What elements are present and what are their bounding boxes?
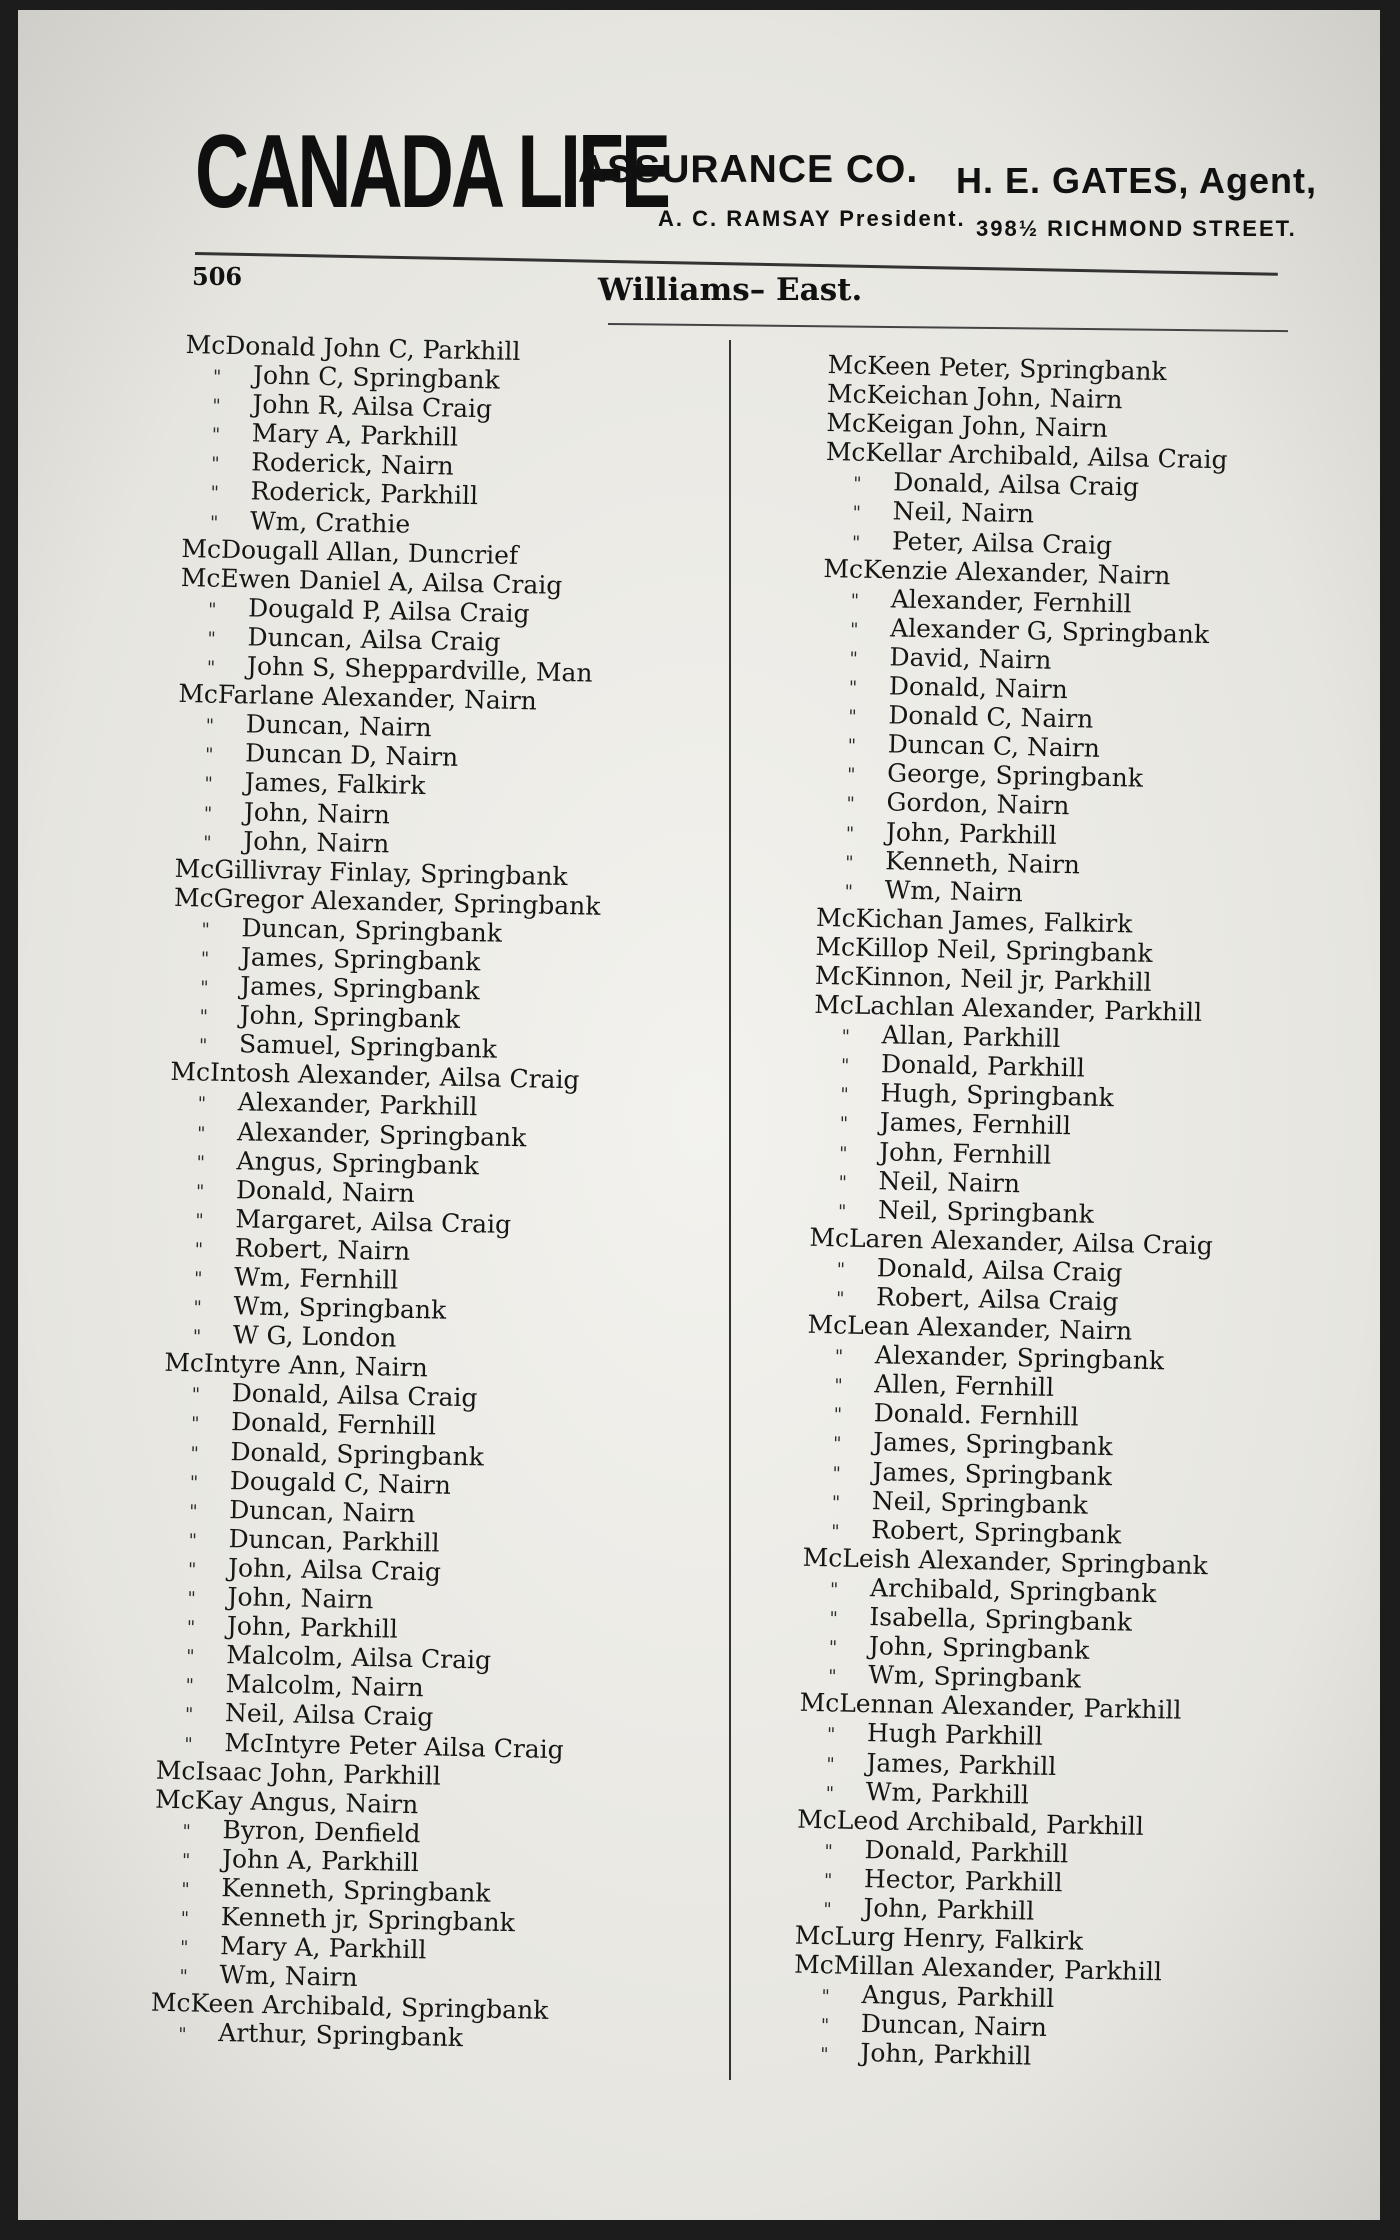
ditto-mark: ": [197, 1093, 207, 1116]
entry-text: John, Nairn: [243, 796, 391, 829]
canada-life-logo: CANADA LIFE: [195, 114, 669, 230]
ad-agent-name: H. E. GATES, Agent,: [956, 160, 1318, 201]
ditto-mark: ": [836, 1259, 846, 1281]
ditto-mark: ": [207, 599, 217, 621]
ditto-mark: ": [831, 1521, 840, 1543]
entry-text: Alexander, Springbank: [236, 1116, 527, 1152]
ditto-mark: ": [207, 628, 217, 650]
ditto-mark: ": [203, 802, 213, 825]
entry-text: Alexander, Springbank: [874, 1340, 1165, 1376]
entry-text: John, Fernhill: [878, 1136, 1052, 1170]
entry-text: James, Springbank: [872, 1456, 1113, 1491]
entry-text: Donald, Ailsa Craig: [892, 467, 1140, 502]
entry-text: Wm, Springbank: [233, 1291, 447, 1325]
ditto-mark: ": [190, 1442, 199, 1465]
ditto-mark: ": [198, 1035, 208, 1057]
entry-text: McGillivray Finlay, Springbank: [174, 853, 568, 891]
entry-text: W G, London: [232, 1320, 397, 1353]
entry-text: McLachlan Alexander, Parkhill: [813, 989, 1203, 1028]
entry-text: James, Parkhill: [866, 1747, 1057, 1781]
ditto-mark: ": [841, 1026, 851, 1048]
ditto-mark: ": [205, 715, 215, 737]
entry-text: Neil, Springbank: [877, 1194, 1095, 1229]
ditto-mark: ": [844, 881, 854, 903]
entry-text: Arthur, Springbank: [218, 2018, 464, 2053]
ditto-mark: ": [195, 1210, 204, 1232]
ditto-mark: ": [184, 1733, 193, 1755]
ditto-mark: ": [833, 1404, 843, 1426]
entry-text: McKellar Archibald, Ailsa Craig: [825, 437, 1228, 475]
entry-text: Alexander, Parkhill: [237, 1087, 478, 1122]
entry-text: Angus, Parkhill: [861, 1980, 1055, 2014]
ditto-mark: ": [181, 1879, 190, 1901]
entry-text: John, Parkhill: [860, 2038, 1032, 2072]
entry-text: McKeen Archibald, Springbank: [150, 1987, 549, 2026]
ditto-mark: ": [181, 1850, 191, 1872]
entry-text: Mary A, Parkhill: [219, 1931, 427, 1965]
ditto-mark: ": [827, 1666, 837, 1688]
entry-text: George, Springbank: [886, 758, 1144, 793]
entry-text: Duncan, Nairn: [245, 709, 433, 743]
entry-text: McIsaac John, Parkhill: [155, 1755, 442, 1791]
entry-text: Kenneth, Springbank: [221, 1873, 491, 1908]
entry-text: Wm, Parkhill: [865, 1776, 1030, 1810]
ditto-mark: ": [852, 473, 862, 496]
ditto-mark: ": [831, 1491, 841, 1514]
entry-text: McMillan Alexander, Parkhill: [793, 1949, 1163, 1987]
entry-text: John, Nairn: [243, 825, 390, 858]
entry-text: Kenneth jr, Springbank: [220, 1902, 516, 1938]
entry-text: Donald, Ailsa Craig: [876, 1253, 1123, 1288]
left-directory-column: [150, 330, 612, 2055]
entry-text: Donald, Fernhill: [230, 1407, 437, 1441]
ditto-mark: ": [834, 1375, 843, 1397]
entry-text: John, Nairn: [227, 1582, 374, 1615]
entry-text: John C, Springbank: [252, 360, 501, 395]
entry-text: Neil, Nairn: [892, 496, 1035, 529]
ditto-mark: ": [199, 1006, 209, 1028]
entry-text: McLeod Archibald, Parkhill: [796, 1804, 1145, 1841]
entry-text: McLeish Alexander, Springbank: [802, 1542, 1208, 1581]
ditto-mark: ": [210, 483, 220, 505]
entry-text: James, Springbank: [872, 1427, 1113, 1462]
entry-text: Duncan C, Nairn: [887, 729, 1101, 763]
ditto-mark: ": [850, 590, 860, 612]
ditto-mark: ": [186, 1617, 196, 1639]
entry-text: Kenneth, Nairn: [885, 845, 1081, 879]
entry-text: Donald C, Nairn: [888, 700, 1094, 734]
entry-text: Neil, Nairn: [878, 1165, 1021, 1198]
ditto-mark: ": [179, 1966, 189, 1988]
entry-text: Wm, Crathie: [249, 505, 411, 539]
ditto-mark: ": [209, 512, 219, 534]
entry-text: John, Parkhill: [863, 1893, 1035, 1926]
ditto-mark: ": [188, 1530, 198, 1552]
ditto-mark: ": [179, 1937, 189, 1959]
ditto-mark: ": [203, 832, 212, 854]
entry-text: James, Springbank: [239, 971, 481, 1006]
ditto-mark: ": [178, 2024, 187, 2046]
ditto-mark: ": [820, 2044, 829, 2066]
ditto-mark: ": [838, 1142, 848, 1165]
entry-text: Allan, Parkhill: [881, 1020, 1061, 1054]
entry-text: Donald, Nairn: [235, 1174, 416, 1208]
ditto-mark: ": [189, 1471, 199, 1494]
ditto-mark: ": [191, 1384, 201, 1406]
ditto-mark: ": [823, 1870, 833, 1892]
entry-text: Donald. Fernhill: [873, 1398, 1079, 1432]
ditto-mark: ": [190, 1413, 200, 1435]
entry-text: McLurg Henry, Falkirk: [794, 1920, 1084, 1956]
ditto-mark: ": [821, 1986, 831, 2008]
entry-text: James, Fernhill: [879, 1107, 1072, 1141]
ditto-mark: ": [212, 395, 221, 417]
entry-text: McDonald John C, Parkhill: [185, 330, 521, 367]
ditto-mark: ": [201, 919, 210, 941]
entry-text: Isabella, Springbank: [869, 1602, 1133, 1637]
ditto-mark: ": [193, 1268, 203, 1290]
entry-text: Donald, Parkhill: [864, 1834, 1069, 1869]
entry-text: McEwen Daniel A, Ailsa Craig: [180, 562, 563, 600]
directory-page: [18, 10, 1380, 2220]
ditto-mark: ": [204, 744, 214, 766]
entry-text: Hugh Parkhill: [866, 1718, 1044, 1752]
entry-text: John, Ailsa Craig: [227, 1553, 442, 1587]
entry-text: David, Nairn: [889, 642, 1052, 675]
entry-text: Neil, Ailsa Craig: [224, 1698, 434, 1732]
entry-text: McIntyre Ann, Nairn: [164, 1348, 429, 1383]
ditto-mark: ": [826, 1724, 836, 1746]
ditto-mark: ": [849, 619, 859, 641]
ditto-mark: ": [212, 366, 222, 388]
ditto-mark: ": [846, 793, 855, 816]
ditto-mark: ": [835, 1288, 845, 1310]
ditto-mark: ": [851, 532, 861, 554]
entry-text: Duncan, Parkhill: [228, 1524, 440, 1558]
ditto-mark: ": [839, 1113, 849, 1136]
ditto-mark: ": [848, 677, 858, 699]
ditto-mark: ": [185, 1675, 195, 1697]
ditto-mark: ": [194, 1239, 204, 1261]
heading-rule: [608, 323, 1288, 332]
entry-text: John S, Sheppardville, Man: [246, 651, 593, 688]
ditto-mark: ": [852, 503, 862, 525]
page-heading: Williams– East.: [598, 272, 863, 308]
entry-text: McFarlane Alexander, Nairn: [178, 679, 538, 716]
ditto-mark: ": [211, 424, 221, 447]
entry-text: McLean Alexander, Nairn: [807, 1309, 1133, 1346]
entry-text: Gordon, Nairn: [886, 787, 1070, 821]
ditto-mark: ": [834, 1346, 844, 1368]
ditto-mark: ": [826, 1753, 835, 1775]
ditto-mark: ": [837, 1201, 847, 1223]
entry-text: John R, Ailsa Craig: [252, 389, 493, 424]
entry-text: McKillop Neil, Springbank: [815, 931, 1153, 968]
ditto-mark: ": [832, 1462, 841, 1485]
ditto-mark: ": [848, 706, 857, 728]
entry-text: Hugh, Springbank: [880, 1078, 1114, 1113]
entry-text: Margaret, Ailsa Craig: [235, 1204, 512, 1239]
ditto-mark: ": [206, 657, 216, 679]
column-divider: [729, 340, 731, 2080]
ad-company-name: ASSURANCE CO.: [578, 148, 919, 191]
ditto-mark: ": [184, 1704, 194, 1726]
ditto-mark: ": [846, 764, 856, 786]
ditto-mark: ": [828, 1637, 838, 1659]
ditto-mark: ": [196, 1122, 206, 1145]
ditto-mark: ": [840, 1084, 849, 1106]
entry-text: McKeen Peter, Springbank: [827, 350, 1167, 387]
entry-text: McKay Angus, Nairn: [154, 1784, 419, 1819]
ditto-mark: ": [187, 1588, 196, 1610]
entry-text: McKeigan John, Nairn: [826, 408, 1109, 444]
entry-text: Donald, Nairn: [888, 671, 1069, 705]
entry-text: McIntosh Alexander, Ailsa Craig: [170, 1057, 580, 1095]
entry-text: Robert, Ailsa Craig: [875, 1282, 1119, 1317]
entry-text: McDougall Allan, Duncrief: [181, 533, 519, 570]
entry-text: McLaren Alexander, Ailsa Craig: [809, 1222, 1214, 1261]
entry-text: Alexander G, Springbank: [889, 613, 1210, 649]
ditto-mark: ": [200, 948, 210, 970]
entry-text: Mary A, Parkhill: [251, 418, 459, 452]
ditto-mark: ": [845, 822, 855, 845]
entry-text: Wm, Nairn: [219, 1960, 358, 1993]
entry-text: Wm, Fernhill: [233, 1262, 399, 1295]
entry-text: McIntyre Peter Ailsa Craig: [224, 1727, 565, 1764]
entry-text: Duncan, Springbank: [241, 913, 503, 948]
entry-text: John, Springbank: [868, 1631, 1090, 1665]
entry-text: Malcolm, Nairn: [225, 1669, 424, 1703]
entry-text: Wm, Springbank: [867, 1660, 1082, 1694]
entry-text: Robert, Springbank: [871, 1514, 1122, 1550]
page-number: 506: [192, 262, 243, 291]
entry-text: James, Falkirk: [244, 767, 426, 801]
ditto-mark: ": [196, 1152, 206, 1174]
ditto-mark: ": [204, 773, 213, 796]
ditto-mark: ": [180, 1908, 190, 1930]
entry-text: Malcolm, Ailsa Craig: [225, 1640, 492, 1675]
ditto-mark: ": [829, 1608, 838, 1630]
ditto-mark: ": [200, 977, 209, 999]
ditto-mark: ": [838, 1172, 848, 1194]
entry-text: Angus, Springbank: [236, 1145, 480, 1180]
entry-text: Duncan, Ailsa Craig: [247, 622, 501, 657]
ditto-mark: ": [189, 1501, 198, 1523]
ditto-mark: ": [195, 1181, 205, 1203]
entry-text: Dougald C, Nairn: [229, 1465, 452, 1500]
ditto-mark: ": [182, 1821, 192, 1843]
right-directory-column: [792, 350, 1233, 2075]
ditto-mark: ": [210, 453, 220, 476]
entry-text: James, Springbank: [240, 942, 481, 977]
ditto-mark: ": [829, 1579, 839, 1601]
ditto-mark: ": [192, 1326, 202, 1348]
entry-text: John, Parkhill: [226, 1611, 399, 1644]
entry-text: Roderick, Parkhill: [250, 476, 479, 511]
entry-text: Donald, Parkhill: [880, 1049, 1086, 1083]
entry-text: Hector, Parkhill: [863, 1863, 1063, 1898]
ditto-mark: ": [193, 1297, 203, 1319]
ditto-mark: ": [187, 1559, 197, 1581]
entry-text: McGregor Alexander, Springbank: [173, 882, 601, 921]
entry-text: Robert, Nairn: [234, 1233, 411, 1266]
ditto-mark: ": [185, 1646, 195, 1668]
entry-text: Samuel, Springbank: [238, 1029, 498, 1064]
entry-text: Neil, Springbank: [871, 1485, 1089, 1520]
ditto-mark: ": [847, 735, 857, 757]
entry-text: Dougald P, Ailsa Craig: [247, 593, 530, 629]
ad-address-line: 398½ RICHMOND STREET.: [976, 216, 1297, 241]
ditto-mark: ": [832, 1433, 842, 1455]
entry-text: Duncan, Nairn: [860, 2009, 1048, 2043]
ditto-mark: ": [840, 1055, 850, 1077]
entry-text: McKeichan John, Nairn: [826, 379, 1123, 415]
entry-text: Alexander, Fernhill: [890, 584, 1132, 619]
ditto-mark: ": [825, 1782, 835, 1805]
entry-text: Duncan D, Nairn: [244, 738, 459, 773]
entry-text: John, Parkhill: [885, 816, 1058, 850]
entry-text: Wm, Nairn: [884, 874, 1024, 907]
entry-text: Donald, Springbank: [230, 1436, 485, 1472]
entry-text: Donald, Ailsa Craig: [231, 1378, 478, 1413]
entry-text: McKinnon, Neil jr, Parkhill: [814, 960, 1152, 997]
ditto-mark: ": [820, 2015, 830, 2037]
ad-president-line: A. C. RAMSAY President.: [658, 206, 966, 231]
ditto-mark: ": [824, 1841, 834, 1863]
entry-text: McLennan Alexander, Parkhill: [799, 1688, 1182, 1726]
entry-text: John, Springbank: [239, 1000, 461, 1035]
entry-text: Archibald, Springbank: [869, 1573, 1157, 1609]
entry-text: Byron, Denfield: [222, 1814, 421, 1849]
entry-text: Roderick, Nairn: [250, 447, 455, 482]
ditto-mark: ": [823, 1899, 832, 1921]
entry-text: McKichan James, Falkirk: [815, 902, 1133, 939]
entry-text: Allen, Fernhill: [874, 1369, 1055, 1403]
ditto-mark: ": [845, 852, 854, 874]
entry-text: McKenzie Alexander, Nairn: [823, 553, 1171, 590]
entry-text: Duncan, Nairn: [229, 1494, 416, 1528]
entry-text: John A, Parkhill: [221, 1843, 420, 1878]
ditto-mark: ": [849, 648, 859, 670]
entry-text: Peter, Ailsa Craig: [891, 525, 1113, 560]
